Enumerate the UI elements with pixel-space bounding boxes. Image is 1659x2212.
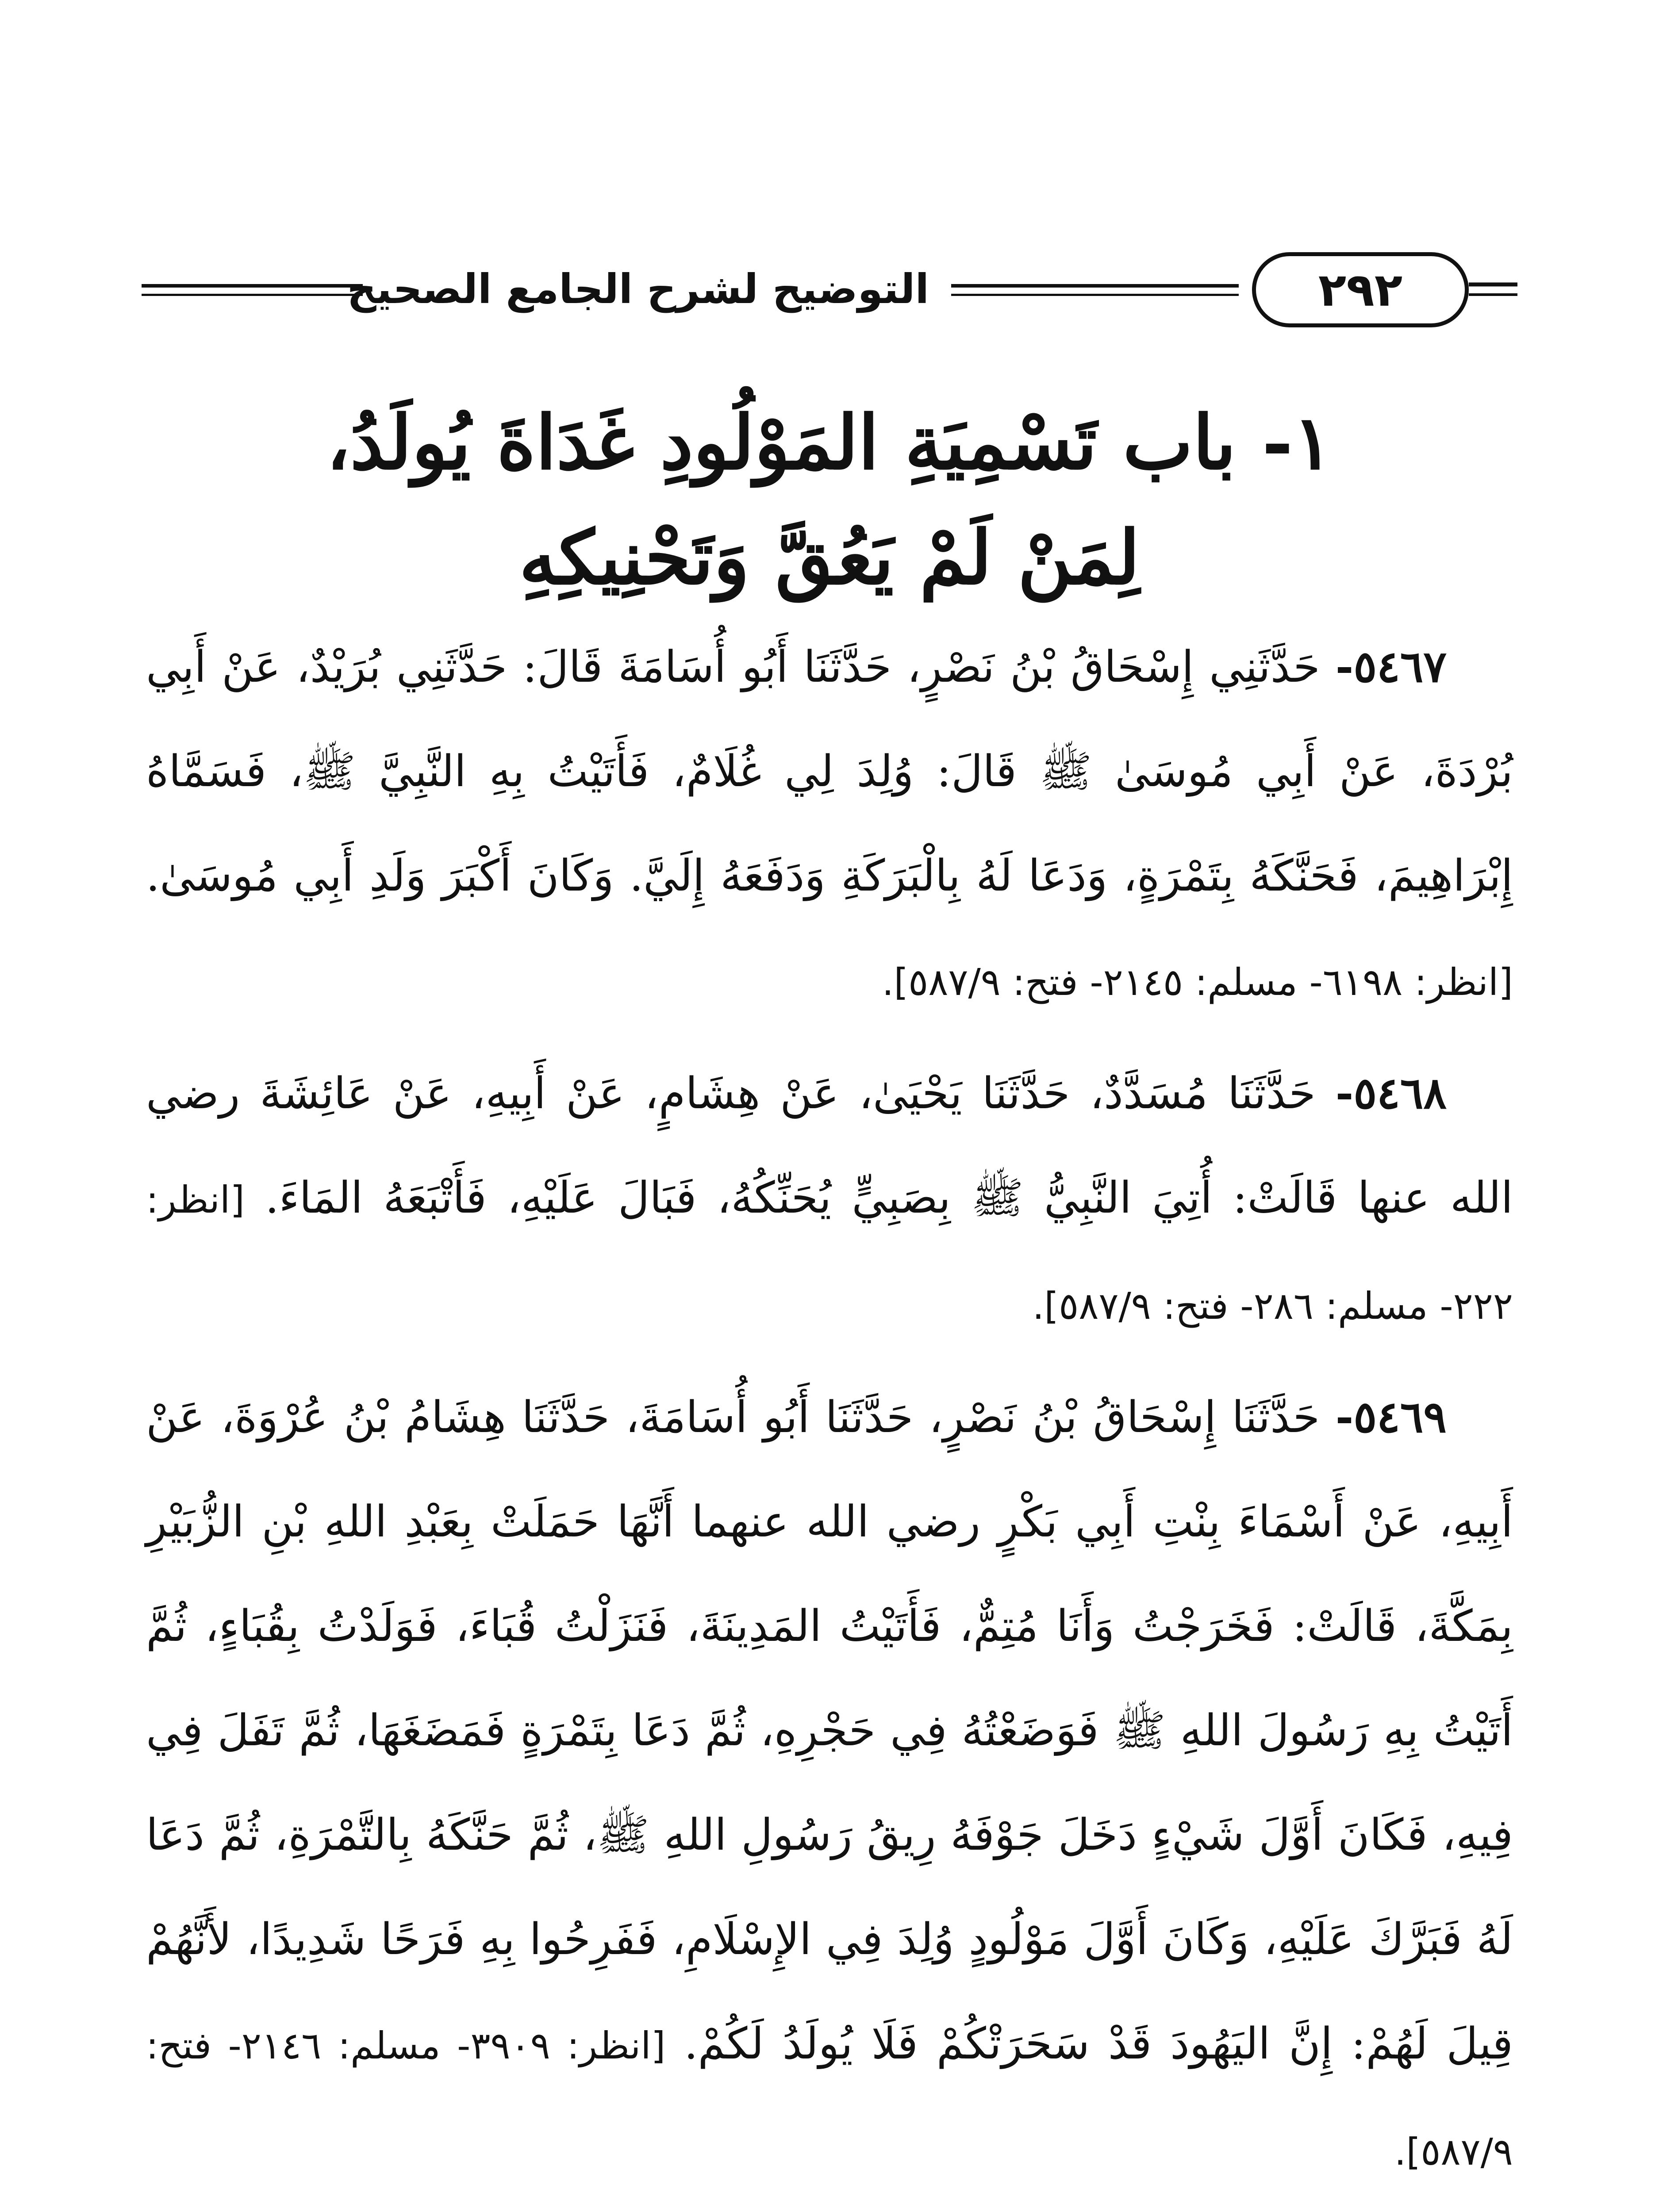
hadith-number: ٥٤٦٨- — [1335, 1068, 1447, 1119]
chapter-title-line-2: لِمَنْ لَمْ يَعُقَّ وَتَحْنِيكِهِ — [519, 514, 1140, 601]
page-number-frame — [1252, 252, 1469, 327]
hadith-paragraph — [146, 1365, 1513, 2204]
hadith-paragraph — [146, 615, 1513, 1034]
running-header — [142, 248, 1517, 336]
hadith-number: ٥٤٦٩- — [1335, 1392, 1447, 1443]
hadith-reference: [انظر: ٢٢٢- مسلم: ٢٨٦- فتح: ٥٨٧/٩]. — [146, 1178, 1513, 1328]
page-number: ٢٩٢ — [1318, 263, 1403, 317]
body-text — [146, 615, 1513, 2212]
header-rule-left-top — [142, 284, 363, 288]
hadith-reference: [انظر: ٦١٩٨- مسلم: ٢١٤٥- فتح: ٥٨٧/٩]. — [882, 960, 1513, 1004]
header-rule-middle-bottom — [951, 294, 1239, 296]
hadith-paragraph — [146, 1041, 1513, 1358]
book-title: التوضيح لشرح الجامع الصحيح — [347, 265, 929, 313]
hadith-text: حَدَّثَنَا إِسْحَاقُ بْنُ نَصْرٍ، حَدَّثَنَا أَبُو أُسَامَةَ، حَدَّثَنَا هِشَامُ بْنُ عُرْوَةَ، عَنْ أَبِيهِ، عَنْ أَسْمَاءَ بِنْتِ أَبِي بَكْرٍ رضي الله عنهما أَنَّهَا حَمَلَتْ بِعَبْدِ اللهِ بْنِ الزُّبَيْرِ بِمَكَّةَ، قَالَتْ: فَخَرَجْتُ وَأَنَا مُتِمٌّ، فَأَتَيْتُ المَدِينَةَ، فَنَزَلْتُ قُبَاءَ، فَوَلَدْتُ بِقُبَاءٍ، ثُمَّ أَتَيْتُ بِهِ رَسُولَ اللهِ ﷺ فَوَضَعْتُهُ فِي حَجْرِهِ، ثُمَّ دَعَا بِتَمْرَةٍ فَمَضَغَهَا، ثُمَّ تَفَلَ فِي فِيهِ، فَكَانَ أَوَّلَ شَيْءٍ دَخَلَ جَوْفَهُ رِيقُ رَسُولِ اللهِ ﷺ، ثُمَّ حَنَّكَهُ بِالتَّمْرَةِ، ثُمَّ دَعَا لَهُ فَبَرَّكَ عَلَيْهِ، وَكَانَ أَوَّلَ مَوْلُودٍ وُلِدَ فِي الإِسْلَامِ، فَفَرِحُوا بِهِ فَرَحًا شَدِيدًا، لأَنَّهُمْ قِيلَ لَهُمْ: إِنَّ اليَهُودَ قَدْ سَحَرَتْكُمْ فَلَا يُولَدُ لَكُمْ. — [146, 1392, 1513, 2069]
header-ornament-icon — [1469, 269, 1517, 309]
chapter-title-line-1: ١- باب تَسْمِيَةِ المَوْلُودِ غَدَاةَ يُولَدُ، — [326, 399, 1333, 486]
hadith-text: حَدَّثَنِي إِسْحَاقُ بْنُ نَصْرٍ، حَدَّثَنَا أَبُو أُسَامَةَ قَالَ: حَدَّثَنِي بُرَيْدٌ، عَنْ أَبِي بُرْدَةَ، عَنْ أَبِي مُوسَىٰ ﷺ قَالَ: وُلِدَ لِي غُلَامٌ، فَأَتَيْتُ بِهِ النَّبِيَّ ﷺ، فَسَمَّاهُ إِبْرَاهِيمَ، فَحَنَّكَهُ بِتَمْرَةٍ، وَدَعَا لَهُ بِالْبَرَكَةِ وَدَفَعَهُ إِلَيَّ. وَكَانَ أَكْبَرَ وَلَدِ أَبِي مُوسَىٰ. — [146, 642, 1513, 901]
header-rule-middle-top — [951, 284, 1239, 288]
header-rule-left-bottom — [142, 294, 363, 296]
hadith-number: ٥٤٦٧- — [1335, 641, 1447, 692]
chapter-heading — [133, 385, 1526, 615]
hadith-reference: [انظر: ٣٩٠٩- مسلم: ٢١٤٦- فتح: ٥٨٧/٩]. — [146, 2024, 1513, 2174]
hadith-text: حَدَّثَنَا مُسَدَّدٌ، حَدَّثَنَا يَحْيَىٰ، عَنْ هِشَامٍ، عَنْ أَبِيهِ، عَنْ عَائِشَةَ رضي الله عنها قَالَتْ: أُتِيَ النَّبِيُّ ﷺ بِصَبِيٍّ يُحَنِّكُهُ، فَبَالَ عَلَيْهِ، فَأَتْبَعَهُ المَاءَ. — [146, 1068, 1513, 1223]
